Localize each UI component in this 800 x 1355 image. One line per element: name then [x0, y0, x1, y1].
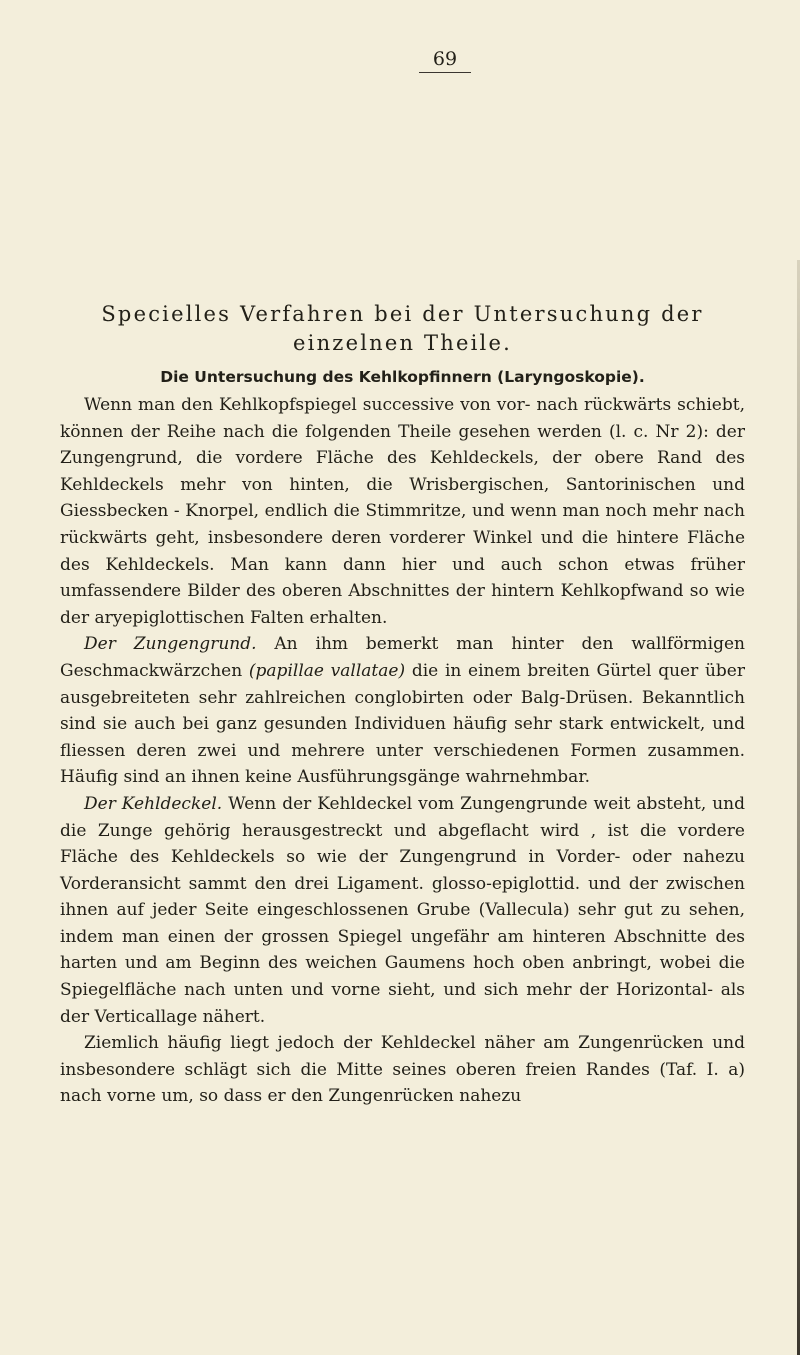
- paragraph-2: [60, 631, 745, 791]
- paragraph-3: [60, 791, 745, 1030]
- page-number-text: 69: [419, 48, 471, 73]
- paragraph-2-text: die in einem breiten Gürtel quer über ausgebreiteten sehr zahlreichen conglobirten oder Balg-Drüsen. Bekanntlich sind sie auch bei ganz gesunden Individuen häufig sehr stark entwickelt, und fliessen deren zwei und mehrere unter verschiedenen Formen zusammen. Häufig sind an ihnen keine Ausführungsgänge wahrnehmbar.: [60, 660, 745, 788]
- paragraph-1-text: Wenn man den Kehlkopfspiegel successive von vor- nach rückwärts schiebt, können der Reihe nach die folgenden Theile gesehen werden (l. c. Nr 2): der Zungengrund, die vordere Fläche des Kehldeckels, der obere Rand des Kehldeckels mehr von hinten, die Wrisbergischen, Santorinischen und Giessbecken - Knorpel, endlich die Stimmritze, und wenn man noch mehr nach rückwärts geht, insbesondere deren vorderer Winkel und die hintere Fläche des Kehldeckels. Man kann dann hier und auch schon etwas früher umfassendere Bilder des oberen Abschnittes der hintern Kehlkopfwand so wie der aryepiglottischen Falten erhalten.: [60, 395, 745, 628]
- section-title-line1: Specielles Verfahren bei der Untersuchung der: [101, 302, 704, 326]
- paragraph-3-text: Wenn der Kehldeckel vom Zungengrunde weit absteht, und die Zunge gehörig herausgestreckt und abgeflacht wird , ist die vordere Fläche des Kehldeckels so wie der Zungengrund in Vorder- oder nahezu Vorderansicht sammt den drei Ligament. glosso-epiglottid. und der zwischen ihnen auf jeder Seite eingeschlossenen Grube (Vallecula) sehr gut zu sehen, indem man einen der grossen Spiegel ungefähr am hinteren Abschnitte des harten und am Beginn des weichen Gaumens hoch oben anbringt, wobei die Spiegelfläche nach unten und vorne sieht, und sich mehr der Horizontal- als der Verticallage nähert.: [60, 793, 746, 1027]
- paragraph-2-lead: Der Zungengrund.: [84, 634, 257, 655]
- paragraph-1: [60, 392, 745, 631]
- section-title: [60, 300, 745, 358]
- page-content: [60, 300, 745, 1110]
- section-title-line2: einzelnen Theile.: [293, 331, 512, 355]
- paragraph-3-lead: Der Kehldeckel.: [84, 793, 223, 814]
- paragraph-2-text-before-em: An ihm bemerkt man hinter den wallförmigen Geschmackwärzchen: [60, 634, 745, 681]
- paragraph-4: [60, 1030, 745, 1110]
- page-number: [0, 48, 800, 73]
- paragraph-2-em: (papillae vallatae): [248, 660, 406, 681]
- subheading: Die Untersuchung des Kehlkopfinnern (Laryngoskopie).: [160, 368, 645, 386]
- paragraph-4-text: Ziemlich häufig liegt jedoch der Kehldeckel näher am Zungenrücken und insbesondere schlägt sich die Mitte seines oberen freien Randes (Taf. I. a) nach vorne um, so dass er den Zungenrücken nahezu: [60, 1033, 745, 1107]
